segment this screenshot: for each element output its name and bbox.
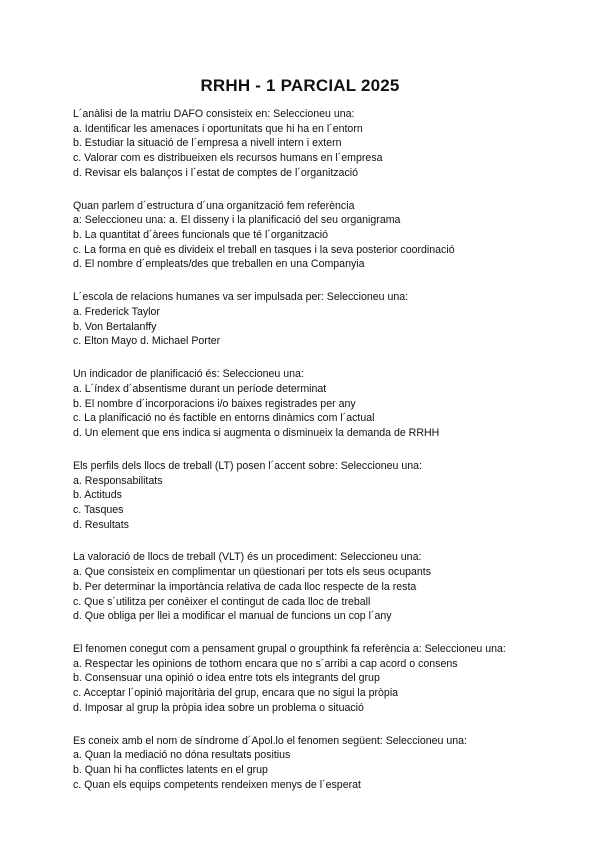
answer-option: c. Valorar com es distribueixen els recursos humans en l´empresa	[73, 152, 383, 165]
answer-option: a. L´índex d´absentisme durant un període determinat	[73, 382, 327, 395]
answer-option: d. Que obliga per llei a modificar el manual de funcions un cop l´any	[73, 610, 392, 623]
question-stem: Els perfils dels llocs de treball (LT) posen l´accent sobre: Seleccioneu una:	[73, 459, 422, 472]
answer-option: b. La quantitat d´àrees funcionals que té l´organització	[73, 229, 329, 241]
answer-option: a. Que consisteix en complimentar un qüestionari per tots els seus ocupants	[73, 566, 432, 579]
answer-option: d. Un element que ens indica si augmenta o disminueix la demanda de RRHH	[73, 426, 440, 439]
question-stem: L´anàlisi de la matriu DAFO consisteix en: Seleccioneu una:	[73, 108, 355, 120]
answer-option: c. La planificació no és factible en entorns dinàmics com l´actual	[73, 412, 375, 425]
answer-option: b. Consensuar una opinió o idea entre tots els integrants del grup	[73, 672, 380, 685]
answer-option: c. Que s´utilitza per conèixer el contingut de cada lloc de treball	[73, 595, 371, 608]
answer-option: c. La forma en què es divideix el treball en tasques i la seva posterior coordinació	[73, 243, 455, 256]
question-block	[73, 642, 588, 715]
answer-option: d. Imposar al grup la pròpia idea sobre un problema o situació	[73, 701, 364, 714]
answer-option: c. Quan els equips competents rendeixen menys de l´esperat	[73, 778, 361, 791]
answer-option: c. Tasques	[73, 503, 124, 516]
answer-option: b. El nombre d´incorporacions i/o baixes registrades per any	[73, 397, 356, 410]
answer-option: d. Resultats	[73, 518, 129, 531]
question-stem: La valoració de llocs de treball (VLT) és un procediment: Seleccioneu una:	[73, 551, 422, 564]
answer-option: d. El nombre d´empleats/des que treballen en una Companyia	[73, 258, 365, 271]
question-stem: Un indicador de planificació és: Seleccioneu una:	[73, 368, 304, 381]
question-block	[73, 107, 588, 180]
answer-option: a. Frederick Taylor	[73, 305, 160, 318]
answer-option: b. Von Bertalanffy	[73, 320, 157, 333]
question-stem: Quan parlem d´estructura d´una organització fem referència	[73, 199, 355, 212]
question-block	[73, 734, 588, 793]
answer-option: c. Elton Mayo d. Michael Porter	[73, 335, 221, 348]
question-block	[73, 367, 588, 440]
answer-option: d. Revisar els balanços i l´estat de comptes de l´organització	[73, 166, 358, 179]
answer-option: b. Estudiar la situació de l´empresa a nivell intern i extern	[73, 137, 342, 150]
answer-option: c. Acceptar l´opinió majoritària del grup, encara que no sigui la pròpia	[73, 687, 399, 700]
answer-option: a: Seleccioneu una: a. El disseny i la planificació del seu organigrama	[73, 214, 401, 227]
document-title: RRHH - 1 PARCIAL 2025	[200, 76, 400, 95]
question-block	[73, 290, 588, 349]
answer-option: a. Respectar les opinions de tothom encara que no s´arribi a cap acord o consens	[73, 657, 458, 670]
question-list	[73, 107, 588, 811]
question-block	[73, 550, 588, 623]
answer-option: a. Responsabilitats	[73, 474, 163, 487]
answer-option: a. Quan la mediació no dóna resultats positius	[73, 749, 291, 762]
question-block	[73, 199, 588, 272]
question-block	[73, 459, 588, 532]
question-stem: L´escola de relacions humanes va ser impulsada per: Seleccioneu una:	[73, 291, 409, 304]
answer-option: b. Per determinar la importància relativa de cada lloc respecte de la resta	[73, 580, 417, 593]
answer-option: a. Identificar les amenaces i oportunitats que hi ha en l´entorn	[73, 122, 363, 135]
answer-option: b. Quan hi ha conflictes latents en el grup	[73, 764, 268, 777]
answer-option: b. Actituds	[73, 489, 122, 502]
question-stem: El fenomen conegut com a pensament grupal o groupthink fa referència a: Seleccioneu una:	[73, 643, 506, 656]
question-stem: Es coneix amb el nom de síndrome d´Apol.lo el fenomen següent: Seleccioneu una:	[73, 734, 467, 747]
